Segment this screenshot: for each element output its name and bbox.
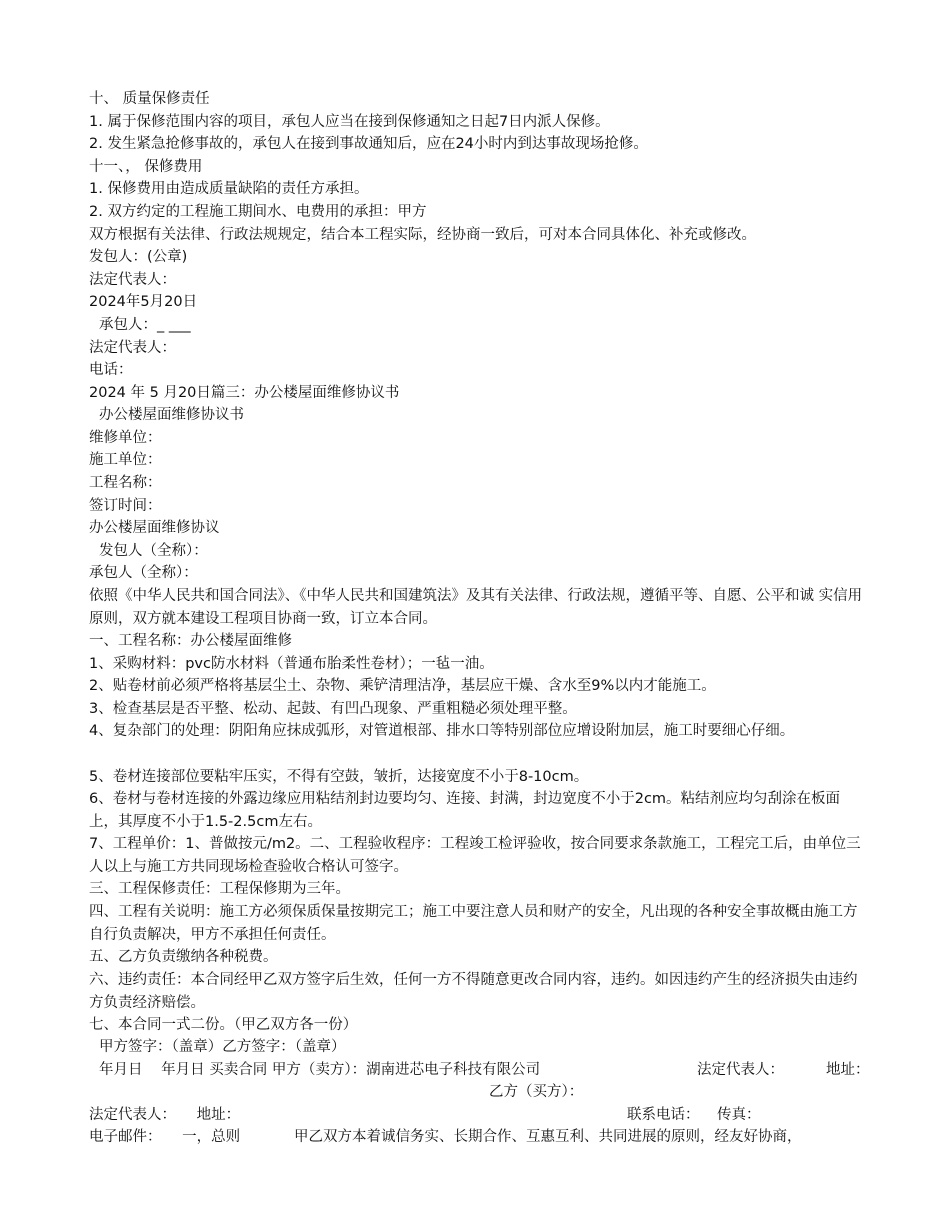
signature-line: 甲方签字：（盖章）乙方签字：（盖章） — [99, 1039, 346, 1055]
text-line: 法定代表人： — [89, 272, 176, 288]
contract-seller: 年月日 买卖合同 甲方（卖方）：湖南进芯电子科技有限公司 — [161, 1062, 541, 1078]
text-line: 发包人：(公章) — [89, 249, 188, 265]
text-line: 签订时间： — [89, 498, 162, 514]
section-heading: 一、工程名称：办公楼屋面维修 — [89, 633, 292, 649]
buyer-label: 乙方（买方）： — [489, 1084, 584, 1100]
paragraph: 六、违约责任：本合同经甲乙双方签字后生效，任何一方不得随意更改合同内容，违约。如因违约产生的经济损失由违约方负责经济赔偿。 — [89, 972, 858, 1011]
text-line: 承包人（全称）： — [89, 565, 198, 581]
paragraph: 依照《中华人民共和国合同法》、《中华人民共和国建筑法》及其有关法律、行政法规，遵循平等、自愿、公平和诚 实信用原则，双方就本建设工程项目协商一致，订立本合同。 — [89, 588, 863, 627]
paragraph: 7、工程单价：1、普做按元/m2。二、工程验收程序：工程竣工检评验收，按合同要求条款施工，工程完工后，由单位三人以上与施工方共同现场检查验收合格认可签字。 — [89, 836, 861, 875]
date-placeholder: 年月日 — [99, 1062, 143, 1078]
text-line: 2. 发生紧急抢修事故的，承包人在接到事故通知后，应在24小时内到达事故现场抢修。 — [89, 136, 648, 152]
email-label: 电子邮件： — [89, 1129, 162, 1145]
text-line: 发包人（全称）： — [99, 543, 208, 559]
section-heading: 十、 质量保修责任 — [89, 91, 210, 107]
general-heading: 一，总则 — [182, 1129, 241, 1145]
phone-label: 联系电话： — [627, 1107, 700, 1123]
text-line: 1. 属于保修范围内容的项目，承包人应当在接到保修通知之日起7日内派人保修。 — [89, 114, 610, 130]
text-line: 电话： — [89, 362, 133, 378]
legal-rep-label: 法定代表人： — [697, 1062, 784, 1078]
text-line: 双方根据有关法律、行政法规规定，结合本工程实际，经协商一致后，可对本合同具体化、补充或修改。 — [89, 227, 756, 243]
address-label: 地址： — [196, 1107, 241, 1123]
paragraph: 4、复杂部门的处理：阴阳角应抹成弧形，对管道根部、排水口等特别部位应增设附加层，施工时要细心仔细。 — [89, 723, 795, 739]
fax-label: 传真： — [717, 1107, 761, 1123]
text-line: 2. 双方约定的工程施工期间水、电费用的承担：甲方 — [89, 204, 427, 220]
text-line: 维修单位： — [89, 430, 162, 446]
doc-title: 办公楼屋面维修协议书 — [99, 407, 244, 423]
paragraph: 6、卷材与卷材连接的外露边缘应用粘结剂封边要均匀、连接、封满，封边宽度不小于2cm。粘结剂应均匀刮涂在板面上，其厚度不小于1.5-2.5cm左右。 — [89, 791, 841, 830]
section-heading: 五、乙方负责缴纳各种税费。 — [89, 949, 278, 965]
text-line: 2024 年 5 月20日篇三：办公楼屋面维修协议书 — [89, 385, 400, 401]
section-heading: 三、工程保修责任：工程保修期为三年。 — [89, 881, 350, 897]
text-line: 3、检查基层是否平整、松动、起鼓、有凹凸现象、严重粗糙必须处理平整。 — [89, 701, 577, 717]
paragraph: 四、工程有关说明：施工方必须保质保量按期完工；施工中要注意人员和财产的安全，凡出现的各种安全事故概由施工方自行负责解决，甲方不承担任何责任。 — [89, 904, 858, 943]
text-line: 1、采购材料：pvc防水材料（普通布胎柔性卷材）；一毡一油。 — [89, 656, 494, 672]
text-line: 承包人：_ ___ — [99, 317, 191, 333]
text-line: 法定代表人： — [89, 340, 176, 356]
legal-rep-label: 法定代表人： — [89, 1107, 176, 1123]
footer-row — [89, 1104, 864, 1127]
footer-row — [89, 1126, 864, 1149]
section-heading: 七、本合同一式二份。（甲乙双方各一份） — [89, 1017, 358, 1033]
text-line: 1. 保修费用由造成质量缺陷的责任方承担。 — [89, 181, 369, 197]
text-line: 工程名称： — [89, 475, 162, 491]
section-heading: 十一、， 保修费用 — [89, 159, 203, 175]
text-line: 2、贴卷材前必须严格将基层尘土、杂物、乘铲清理洁净，基层应干燥、含水至9%以内才能施工。 — [89, 678, 716, 694]
text-line: 办公楼屋面维修协议 — [89, 520, 220, 536]
text-line: 5、卷材连接部位要粘牢压实，不得有空鼓，皱折，达接宽度不小于8-10cm。 — [89, 769, 589, 785]
intro-text: 甲乙双方本着诚信务实、长期合作、互惠互利、共同进展的原则，经友好协商， — [294, 1129, 802, 1145]
date-line: 2024年5月20日 — [89, 294, 198, 310]
address-label: 地址： — [826, 1062, 870, 1078]
footer-row — [99, 1059, 870, 1082]
text-line: 施工单位： — [89, 452, 162, 468]
